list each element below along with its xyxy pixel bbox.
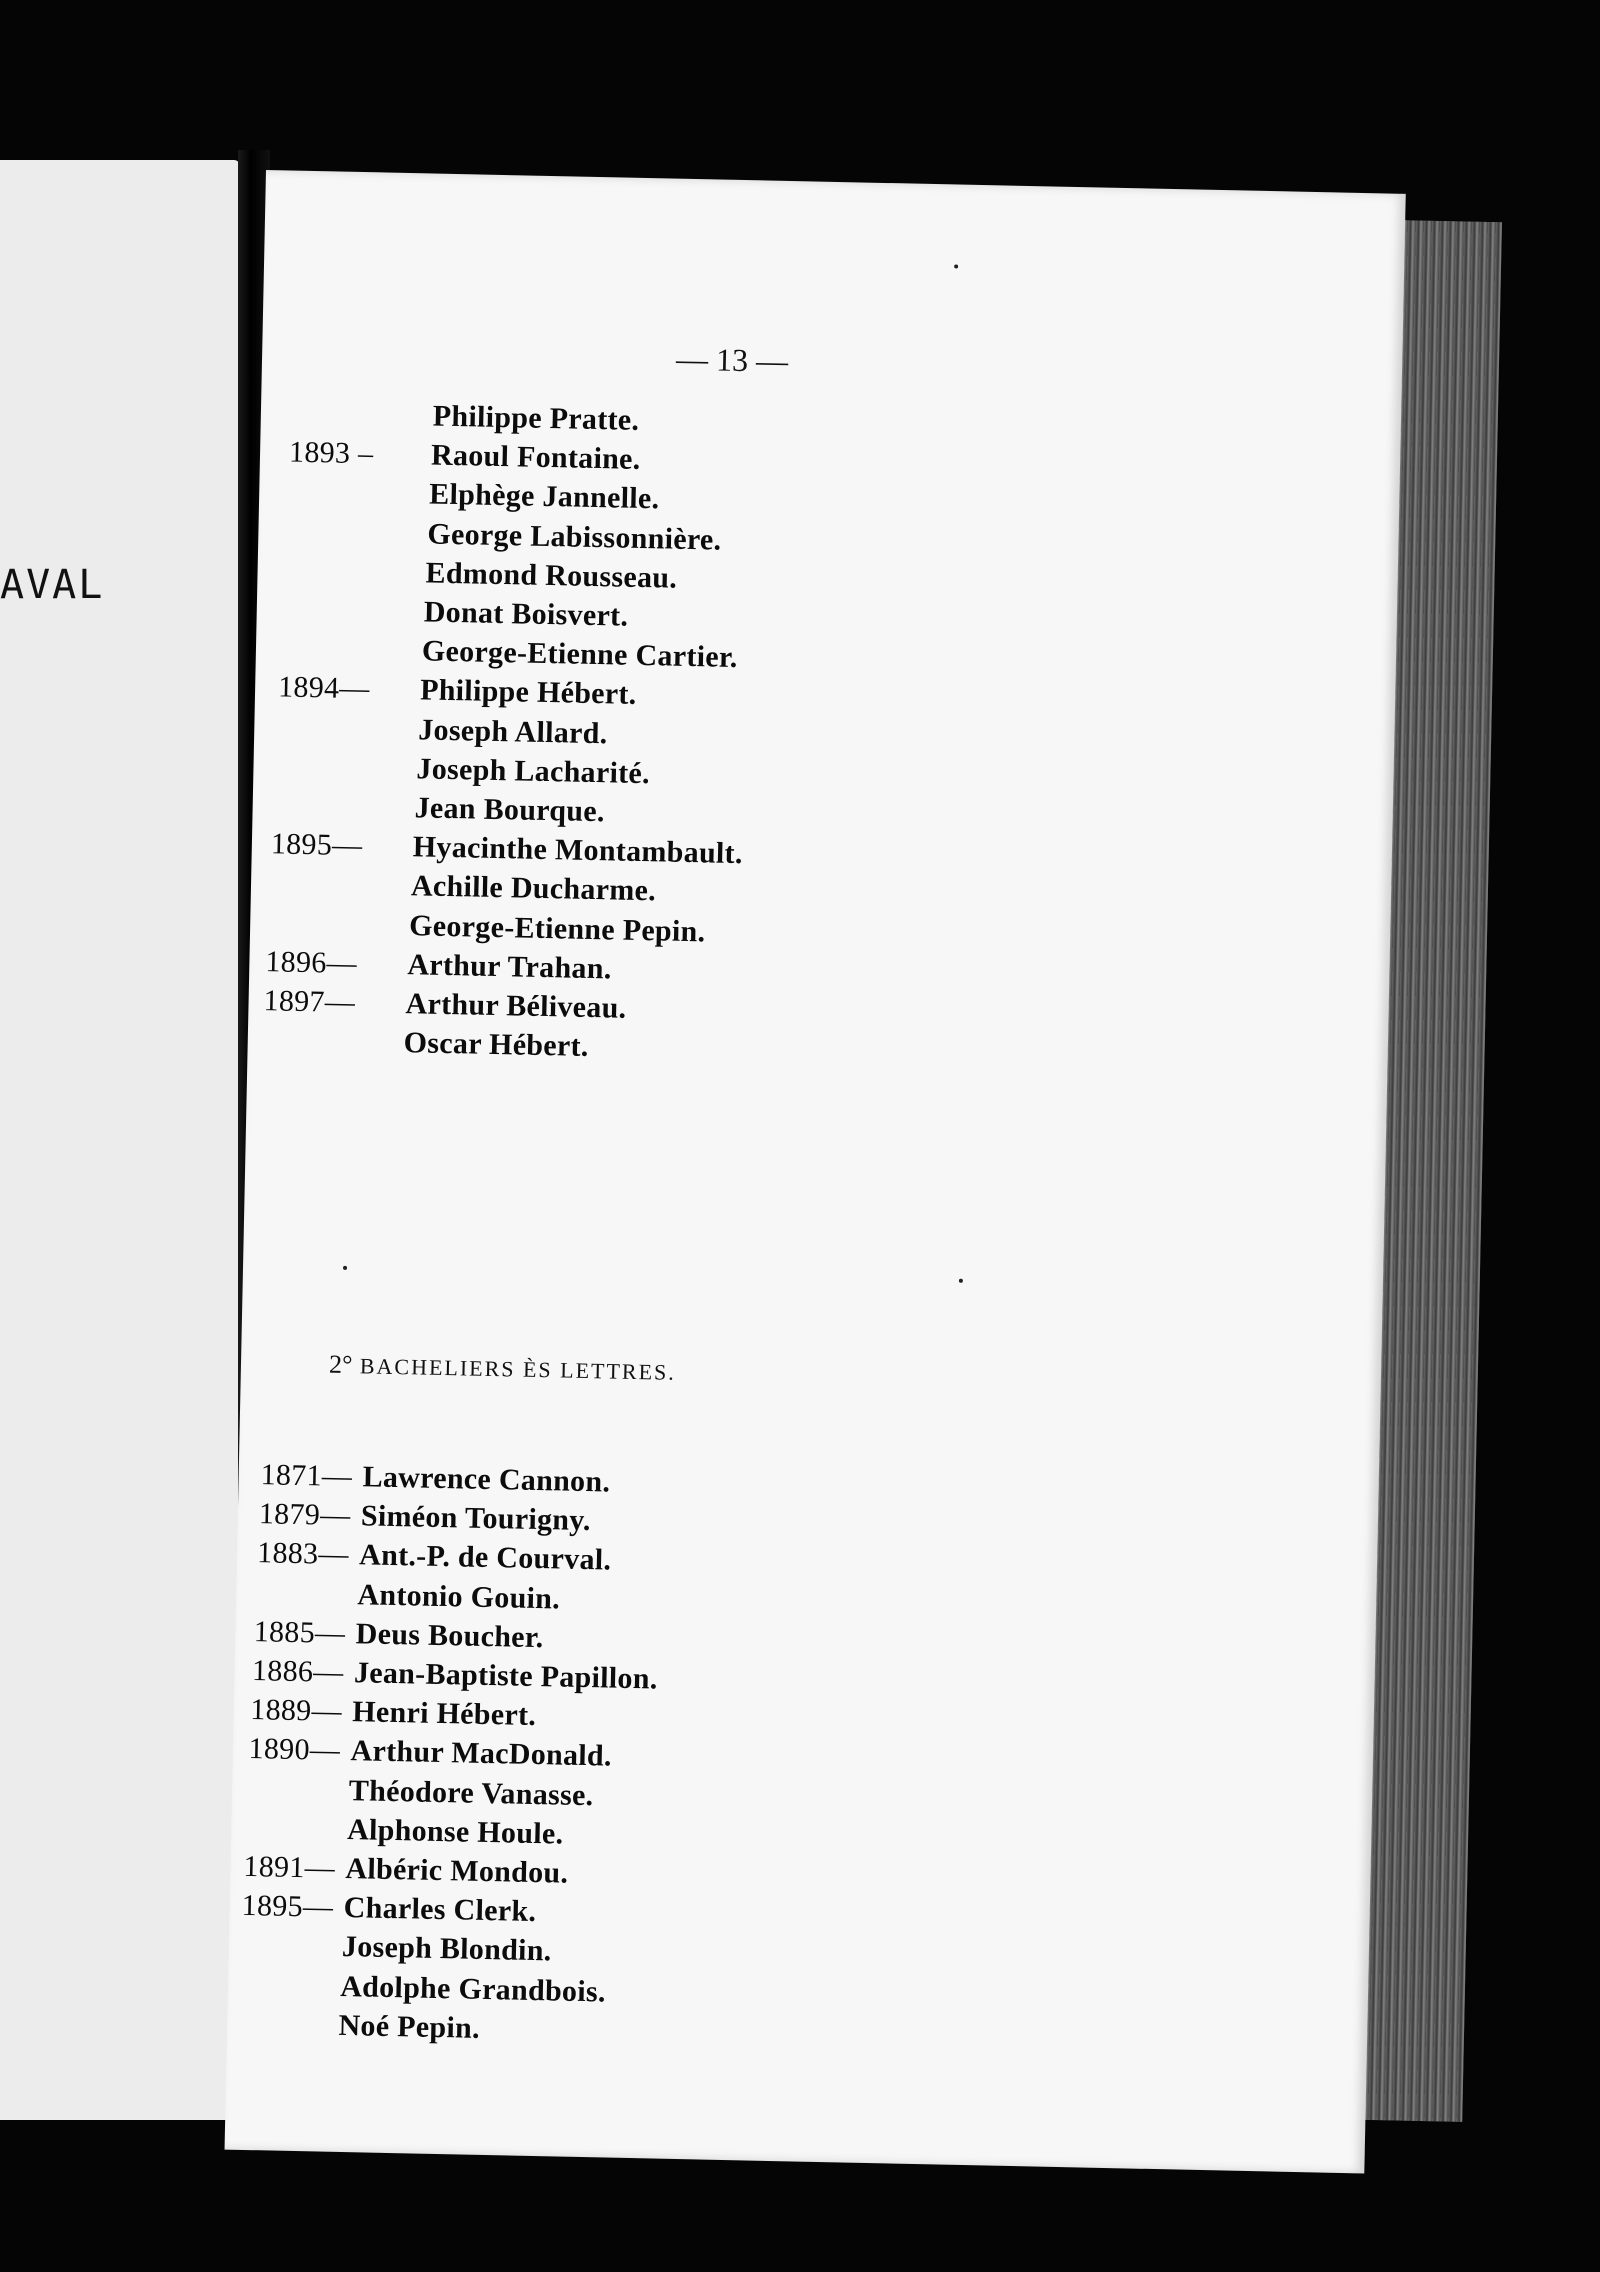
section-heading (329, 1350, 676, 1387)
entry-name: Albéric Mondou. (345, 1852, 569, 1890)
entry-name: Philippe Hébert. (419, 673, 637, 712)
section-title: BACHELIERS ÈS LETTRES. (359, 1353, 677, 1385)
ink-speck (959, 1279, 963, 1283)
entry-year: 1894— (277, 670, 370, 706)
page-number: — 13 — (675, 340, 789, 379)
entry-name: Henri Hébert. (351, 1695, 537, 1733)
entry-name: George Labissonnière. (427, 517, 722, 557)
entry-name: Deus Boucher. (355, 1617, 544, 1654)
entry-name: Jean Bourque. (414, 791, 606, 829)
entry-year: 1897— (263, 984, 356, 1020)
entry-year: 1895— (241, 1889, 334, 1924)
entry-year: 1883— (256, 1536, 350, 1572)
entry-name: Jean-Baptiste Papillon. (353, 1656, 658, 1696)
entry-year: 1886— (251, 1654, 344, 1689)
entry-name: Achille Ducharme. (410, 869, 657, 908)
entry-name: Arthur Béliveau. (405, 987, 627, 1025)
entry-name: Charles Clerk. (343, 1891, 537, 1929)
ink-speck (954, 264, 958, 268)
entry-name: Adolphe Grandbois. (339, 1969, 607, 2009)
entry-name: Hyacinthe Montambault. (412, 830, 744, 871)
entry-year: 1891— (243, 1849, 336, 1885)
entry-year: 1871— (260, 1458, 353, 1494)
ink-speck (343, 1266, 347, 1270)
entry-name: Raoul Fontaine. (430, 438, 641, 477)
entry-name: George-Etienne Cartier. (421, 634, 738, 675)
entry-year: 1879— (258, 1497, 351, 1533)
entry-year: 1890— (248, 1732, 341, 1768)
entry-name: Ant.-P. de Courval. (358, 1538, 612, 1577)
entry-name: Arthur Trahan. (407, 947, 612, 986)
entry-name: Joseph Allard. (417, 712, 608, 750)
entry-name: Siméon Tourigny. (360, 1499, 592, 1538)
left-running-head: AVAL (0, 562, 105, 608)
entry-name: Philippe Pratte. (432, 399, 640, 437)
entry-name: Joseph Blondin. (341, 1930, 552, 1968)
entry-year: 1889— (249, 1693, 343, 1729)
entry-name: Lawrence Cannon. (362, 1460, 611, 1499)
entry-name: George-Etienne Pepin. (408, 908, 706, 948)
entry-name: Oscar Hébert. (403, 1026, 590, 1064)
entry-name: Arthur MacDonald. (350, 1734, 613, 1773)
entry-name: Théodore Vanasse. (348, 1773, 594, 1812)
entry-name: Elphège Jannelle. (428, 477, 660, 516)
entry-name: Joseph Lacharité. (416, 752, 651, 790)
section-number: 2° (328, 1349, 353, 1380)
entry-year: 1895— (270, 827, 363, 863)
entry-name: Alphonse Houle. (346, 1812, 564, 1851)
entry-year: 1896— (265, 944, 358, 980)
entry-year: 1893 – (288, 435, 374, 471)
facing-page-left (0, 160, 240, 2120)
entry-name: Edmond Rousseau. (425, 556, 678, 595)
entry-name: Donat Boisvert. (423, 595, 629, 633)
entry-name: Antonio Gouin. (357, 1577, 561, 1616)
entry-name: Noé Pepin. (338, 2008, 481, 2045)
entry-year: 1885— (253, 1614, 346, 1650)
page-right (225, 170, 1406, 2173)
